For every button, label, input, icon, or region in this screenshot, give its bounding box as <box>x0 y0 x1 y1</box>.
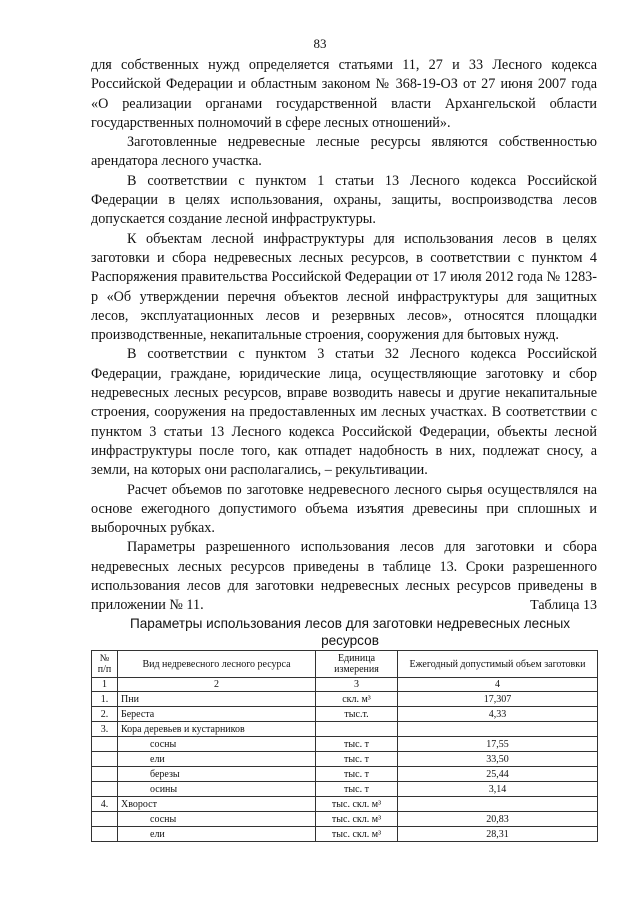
value-cell <box>398 722 598 737</box>
column-number: 2 <box>118 678 316 692</box>
parameters-table <box>91 650 598 842</box>
row-number-cell: 2. <box>92 707 118 722</box>
resource-name-cell: Кора деревьев и кустарников <box>118 722 316 737</box>
value-cell: 28,31 <box>398 827 598 842</box>
table-row <box>92 827 598 842</box>
value-cell <box>398 797 598 812</box>
row-number-cell: 1. <box>92 692 118 707</box>
value-cell: 3,14 <box>398 782 598 797</box>
resource-name-cell: Пни <box>118 692 316 707</box>
table-header-row <box>92 651 598 678</box>
paragraph: Параметры разрешенного использования лесов для заготовки и сбора недревесных лесных ресурсов приведены в таблице 13. Сроки разрешенного использования лесов для заготовки недревесных лесных ресурсов приведены в приложении № 11. <box>91 539 597 614</box>
unit-cell: скл. м³ <box>316 692 398 707</box>
row-number-cell <box>92 767 118 782</box>
table-row <box>92 737 598 752</box>
unit-cell: тыс.т. <box>316 707 398 722</box>
unit-cell <box>316 722 398 737</box>
unit-cell: тыс. т <box>316 767 398 782</box>
header-cell: № п/п <box>92 651 118 678</box>
resource-name-cell: ели <box>118 752 316 767</box>
resource-name-cell: Береста <box>118 707 316 722</box>
header-cell: Ежегодный допустимый объем заготовки <box>398 651 598 678</box>
value-cell: 25,44 <box>398 767 598 782</box>
table-row <box>92 767 598 782</box>
table-body <box>92 692 598 842</box>
row-number-cell <box>92 827 118 842</box>
table-row <box>92 812 598 827</box>
unit-cell: тыс. скл. м³ <box>316 812 398 827</box>
column-number: 1 <box>92 678 118 692</box>
row-number-cell <box>92 812 118 827</box>
column-number: 4 <box>398 678 598 692</box>
row-number-cell: 3. <box>92 722 118 737</box>
unit-cell: тыс. т <box>316 782 398 797</box>
paragraph: Расчет объемов по заготовке недревесного лесного сырья осуществлялся на основе ежегодного допустимого объема изъятия древесины при сплошных и выборочных рубках. <box>91 481 597 537</box>
page-number: 83 <box>313 36 327 51</box>
column-number-row <box>92 678 598 692</box>
paragraph: В соответствии с пунктом 1 статьи 13 Лесного кодекса Российской Федерации в целях использования, охраны, защиты, воспроизводства лесов допускается создание лесной инфраструктуры. <box>91 172 597 228</box>
resource-name-cell: осины <box>118 782 316 797</box>
unit-cell: тыс. скл. м³ <box>316 827 398 842</box>
header-cell: Вид недревесного лесного ресурса <box>118 651 316 678</box>
header-cell: Единица измерения <box>316 651 398 678</box>
resource-name-cell: березы <box>118 767 316 782</box>
row-number-cell <box>92 737 118 752</box>
table-row <box>92 782 598 797</box>
paragraph: для собственных нужд определяется статьями 11, 27 и 33 Лесного кодекса Российской Федерации и областным законом № 368-19-ОЗ от 27 июня 2007 года «О реализации органами государственной власти Архангельской области государственных полномочий в сфере лесных отношений». <box>91 57 597 131</box>
unit-cell: тыс. т <box>316 752 398 767</box>
table-row <box>92 692 598 707</box>
row-number-cell <box>92 752 118 767</box>
value-cell: 17,55 <box>398 737 598 752</box>
table-row <box>92 707 598 722</box>
table-title: Параметры использования лесов для заготовки недревесных лесных ресурсов <box>129 616 571 648</box>
table-row <box>92 722 598 737</box>
resource-name-cell: сосны <box>118 737 316 752</box>
unit-cell: тыс. т <box>316 737 398 752</box>
paragraph: В соответствии с пунктом 3 статьи 32 Лесного кодекса Российской Федерации, граждане, юридические лица, осуществляющие заготовку и сбор недревесных лесных ресурсов, вправе возводить навесы и другие некапитальные строения, сооружения на предоставленных им лесных участках. В соответствии с пунктом 3 статьи 13 Лесного кодекса Российской Федерации, объекты лесной инфраструктуры после того, как отпадет надобность в них, подлежат сносу, а земли, на которых они располагались, – рекультивации. <box>91 346 597 479</box>
unit-cell: тыс. скл. м³ <box>316 797 398 812</box>
table-row <box>92 797 598 812</box>
resource-name-cell: ели <box>118 827 316 842</box>
row-number-cell <box>92 782 118 797</box>
value-cell: 20,83 <box>398 812 598 827</box>
value-cell: 17,307 <box>398 692 598 707</box>
table-row <box>92 752 598 767</box>
resource-name-cell: сосны <box>118 812 316 827</box>
row-number-cell: 4. <box>92 797 118 812</box>
paragraph: Заготовленные недревесные лесные ресурсы являются собственностью арендатора лесного участка. <box>91 134 597 170</box>
resource-name-cell: Хворост <box>118 797 316 812</box>
paragraph: К объектам лесной инфраструктуры для использования лесов в целях заготовки и сбора недревесных лесных ресурсов, в соответствии с пунктом 4 Распоряжения правительства Российской Федерации от 17 июля 2012 года № 1283-р «Об утверждении перечня объектов лесной инфраструктуры для защитных лесов, эксплуатационных лесов и резервных лесов», относятся площадки производственные, некапитальные строения, сооружения для бытовых нужд. <box>91 230 597 344</box>
value-cell: 4,33 <box>398 707 598 722</box>
value-cell: 33,50 <box>398 752 598 767</box>
body-text <box>91 56 597 616</box>
column-number: 3 <box>316 678 398 692</box>
table-label: Таблица 13 <box>530 598 597 613</box>
